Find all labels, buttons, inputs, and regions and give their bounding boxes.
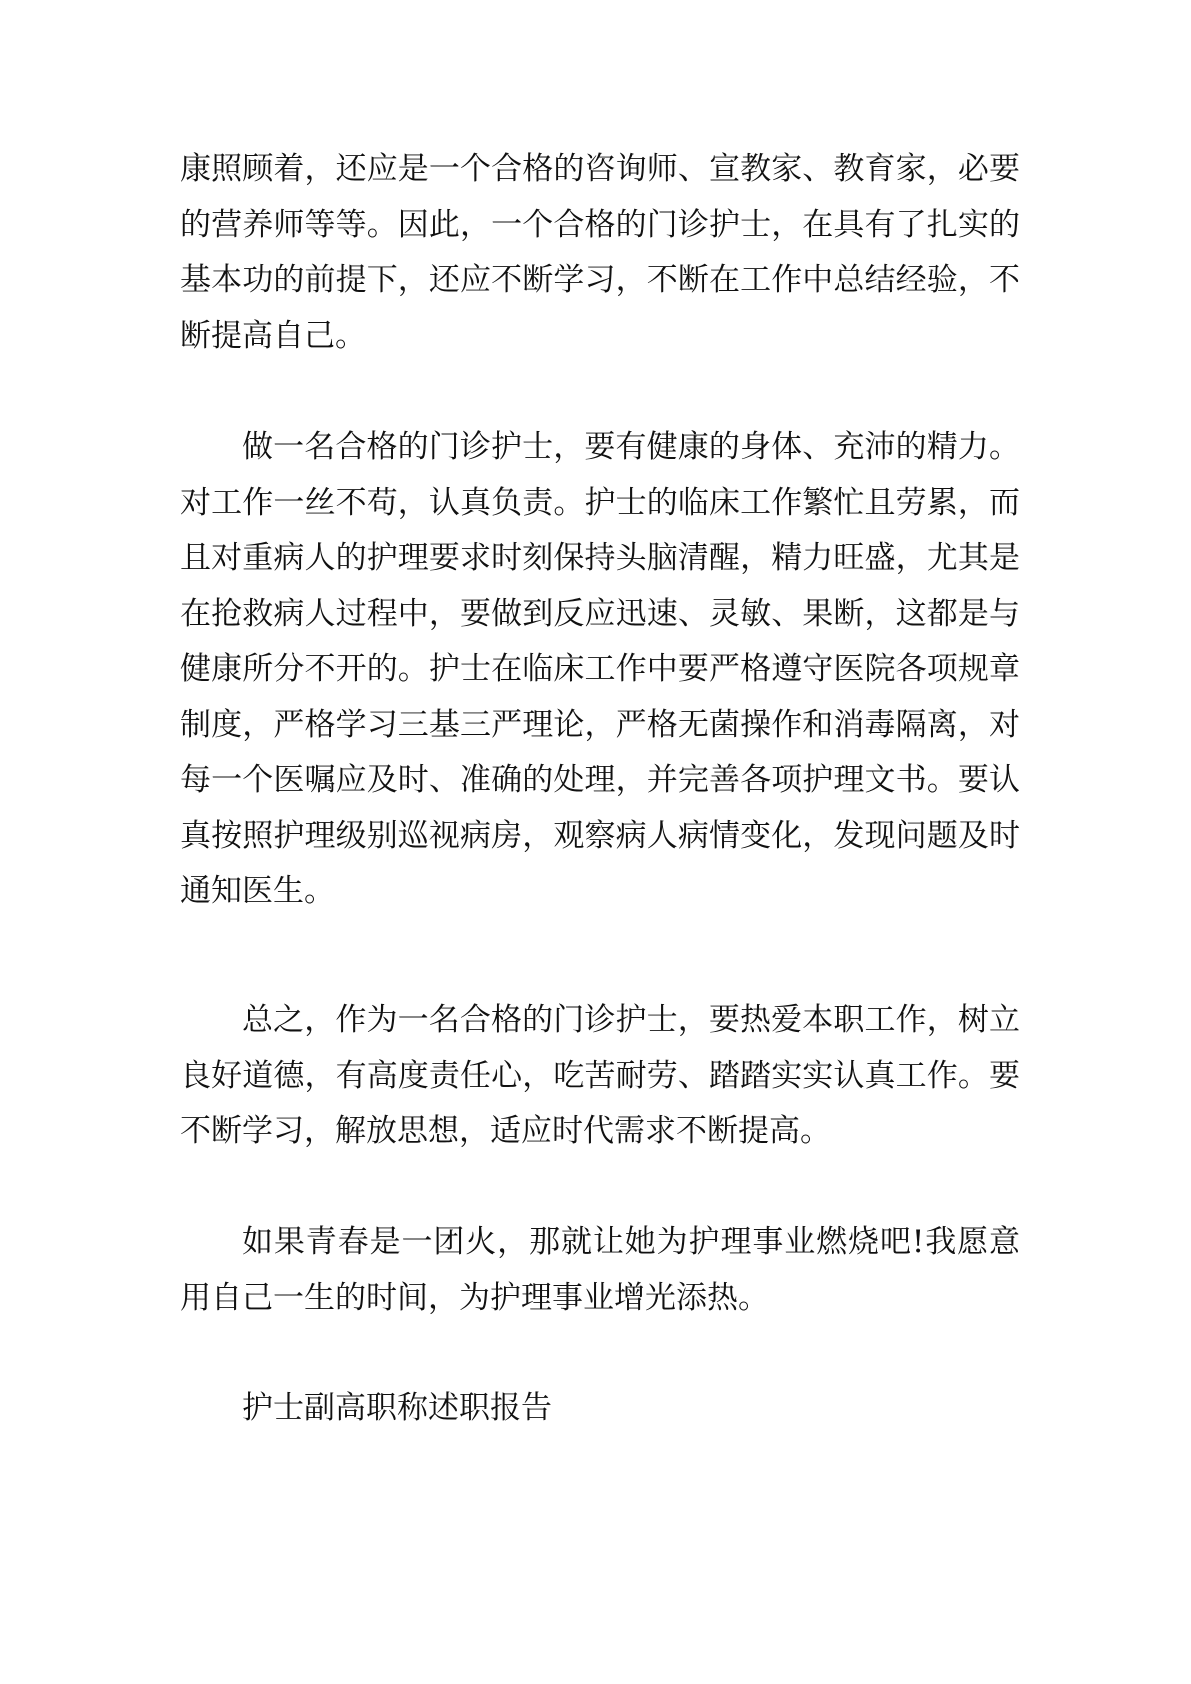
paragraph-continuation xyxy=(180,142,1020,364)
paragraph-conclusion xyxy=(180,993,1020,1160)
heading-text: 护士副高职称述职报告 xyxy=(242,1390,552,1426)
paragraph-text: 如果青春是一团火，那就让她为护理事业燃烧吧!我愿意用自己一生的时间，为护理事业增光添热。 xyxy=(180,1224,1020,1316)
paragraph-text: 总之，作为一名合格的门诊护士，要热爱本职工作，树立良好道德，有高度责任心，吃苦耐劳、踏踏实实认真工作。要不断学习，解放思想，适应时代需求不断提高。 xyxy=(180,1002,1020,1149)
paragraph-text: 做一名合格的门诊护士，要有健康的身体、充沛的精力。对工作一丝不苟，认真负责。护士的临床工作繁忙且劳累，而且对重病人的护理要求时刻保持头脑清醒，精力旺盛，尤其是在抢救病人过程中，要做到反应迅速、灵敏、果断，这都是与健康所分不开的。护士在临床工作中要严格遵守医院各项规章制度，严格学习三基三严理论，严格无菌操作和消毒隔离，对每一个医嘱应及时、准确的处理，并完善各项护理文书。要认真按照护理级别巡视病房，观察病人病情变化，发现问题及时通知医生。 xyxy=(180,429,1020,909)
paragraph-text: 康照顾着，还应是一个合格的咨询师、宣教家、教育家，必要的营养师等等。因此，一个合格的门诊护士，在具有了扎实的基本功的前提下，还应不断学习，不断在工作中总结经验，不断提高自己。 xyxy=(180,151,1020,354)
paragraph-healthy-body xyxy=(180,420,1020,920)
section-heading xyxy=(180,1381,1020,1437)
paragraph-youth-fire xyxy=(180,1215,1020,1326)
